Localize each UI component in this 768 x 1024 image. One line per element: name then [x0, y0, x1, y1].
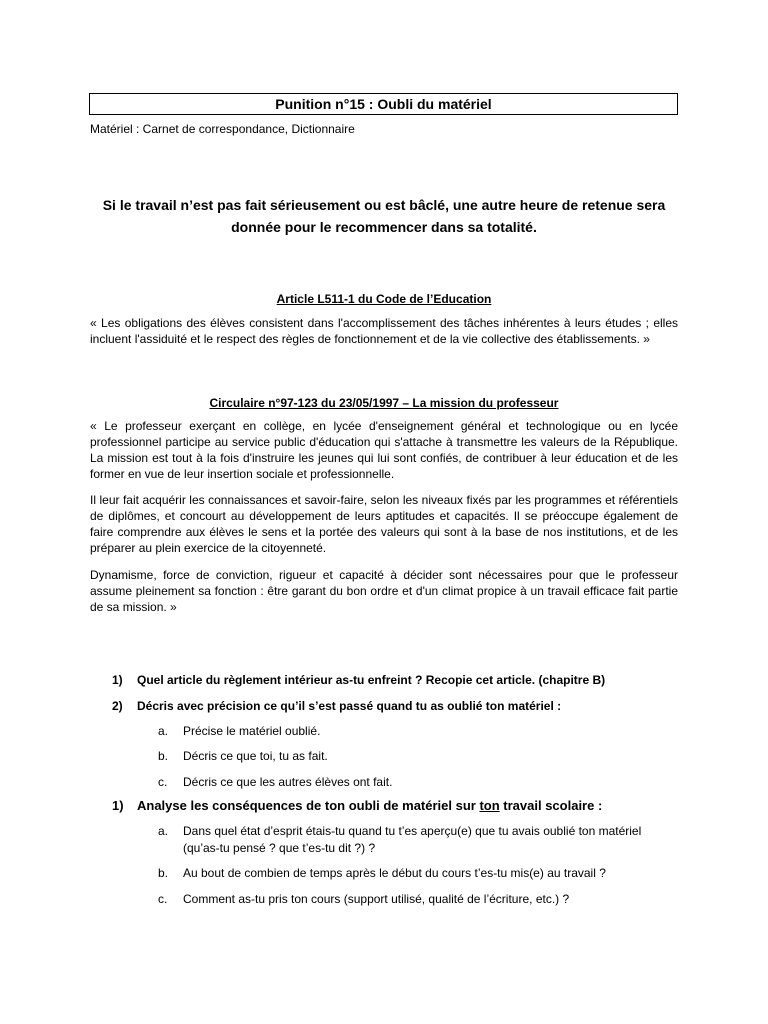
- article-heading: Article L511-1 du Code de l’Education: [276, 292, 492, 306]
- sub-text: Décris ce que toi, tu as fait.: [183, 749, 328, 763]
- sub-letter: b.: [158, 866, 169, 880]
- question-text: Quel article du règlement intérieur as-tu enfreint ? Recopie cet article. (chapitre B): [137, 673, 606, 687]
- question-text: Analyse les conséquences de ton oubli de matériel sur: [137, 798, 480, 813]
- warning-text: Si le travail n’est pas fait sérieusement ou est bâclé, une autre heure de retenue sera donnée pour le recommencer dans sa totalité.: [102, 197, 666, 235]
- sub-text: Comment as-tu pris ton cours (support utilisé, qualité de l’écriture, etc.) ?: [183, 892, 570, 906]
- circulaire-heading: Circulaire n°97-123 du 23/05/1997 – La mission du professeur: [209, 396, 559, 410]
- question-underlined-word: ton: [479, 798, 500, 813]
- question-1: [112, 672, 605, 688]
- sub-question: [158, 774, 653, 791]
- sub-question: [158, 748, 653, 765]
- materiel-line: Matériel : Carnet de correspondance, Dictionnaire: [90, 122, 355, 136]
- question-2: [112, 698, 561, 714]
- question-number: 2): [112, 699, 123, 713]
- sub-letter: c.: [158, 892, 168, 906]
- question-number: 1): [112, 798, 124, 813]
- sub-question: [158, 723, 653, 740]
- circulaire-paragraph: Dynamisme, force de conviction, rigueur et capacité à décider sont nécessaires pour que le professeur assume pleinement sa fonction : être garant du bon ordre et d'un climat propice à un travail efficace fait partie de sa mission. »: [90, 568, 678, 614]
- sub-text: Précise le matériel oublié.: [183, 724, 321, 738]
- question-number: 1): [112, 673, 123, 687]
- sub-letter: c.: [158, 775, 168, 789]
- circulaire-paragraph: Il leur fait acquérir les connaissances et savoir-faire, selon les niveaux fixés par les programmes et référentiels de diplômes, et concourt au développement de leurs aptitudes et capacités. Il se préoccupe également de faire comprendre aux élèves le sens et la portée des valeurs qui sont à la base de nos institutions, et de les préparer au plein exercice de la citoyenneté.: [90, 493, 678, 555]
- sub-letter: b.: [158, 749, 169, 763]
- question-3: [112, 798, 602, 814]
- sub-text: Dans quel état d’esprit étais-tu quand tu t’es aperçu(e) que tu avais oublié ton matériel (qu’as-tu pensé ? que t’es-tu dit ?) ?: [183, 824, 642, 855]
- sub-text: Au bout de combien de temps après le début du cours t’es-tu mis(e) au travail ?: [183, 866, 606, 880]
- sub-question: [158, 865, 653, 882]
- page-title: Punition n°15 : Oubli du matériel: [89, 93, 678, 115]
- sub-question: [158, 823, 653, 857]
- sub-letter: a.: [158, 724, 169, 738]
- sub-question: [158, 891, 653, 908]
- sub-letter: a.: [158, 824, 169, 838]
- sub-text: Décris ce que les autres élèves ont fait.: [183, 775, 393, 789]
- question-text: travail scolaire :: [499, 798, 603, 813]
- circulaire-paragraph: « Le professeur exerçant en collège, en lycée d'enseignement général et technologique ou en lycée professionnel participe au service public d'éducation qui s'attache à transmettre les valeurs de la République. La mission est tout à la fois d'instruire les jeunes qui lui sont confiés, de contribuer à leur éducation et de les former en vue de leur insertion sociale et professionnelle.: [90, 419, 678, 481]
- article-text: « Les obligations des élèves consistent dans l'accomplissement des tâches inhérentes à leurs études ; elles incluent l'assiduité et le respect des règles de fonctionnement et de la vie collective des établissements. »: [90, 316, 678, 346]
- question-text: Décris avec précision ce qu’il s’est passé quand tu as oublié ton matériel :: [137, 699, 562, 713]
